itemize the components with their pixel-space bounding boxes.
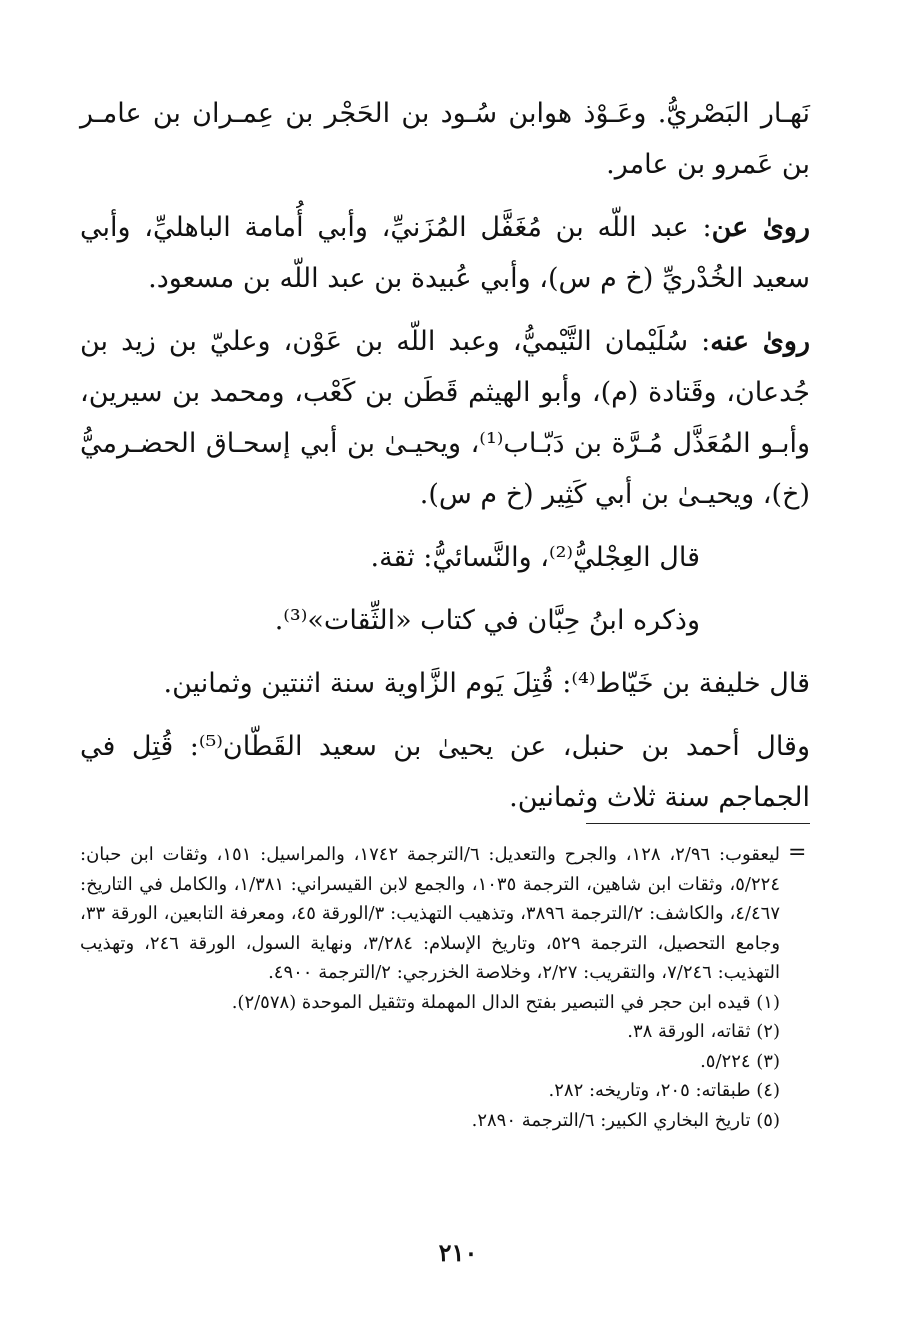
footnote-continuation: ليعقوب: ٢/٩٦، ١٢٨، والجرح والتعديل: ٦/الترجمة ١٧٤٢، والمراسيل: ١٥١، وثقات ابن حبان: ٥/٢٢٤، وثقات ابن شاهين، الترجمة ١٠٣٥، والجمع لابن القيسراني: ١/٣٨١، والكامل في التاريخ: ٤/٤٦٧، والكاشف: ٢/الترجمة ٣٨٩٦، وتذهيب التهذيب: ٣/الورقة ٤٥، ومعرفة التابعين، الورقة ٣٣، وجامع التحصيل، الترجمة ٥٢٩، وتاريخ الإسلام: ٣/٢٨٤، ونهاية السول، الورقة ٢٤٦، وتهذيب التهذيب: ٧/٢٤٦، والتقريب: ٢/٢٧، وخلاصة الخزرجي: ٢/الترجمة ٤٩٠٠.	[80, 844, 781, 983]
paragraph-ibn-hibban: وذكره ابنُ حِبَّان في كتاب «الثِّقات»⁽³⁾.	[274, 605, 700, 636]
footnote-4: (٤) طبقاته: ٢٠٥، وتاريخه: ٢٨٢.	[548, 1080, 780, 1101]
footnote-separator	[80, 823, 810, 837]
page-number: ٢١٠	[438, 1238, 478, 1267]
paragraph-khalifa: قال خليفة بن خَيّاط⁽⁴⁾: قُتِلَ يَوم الزَّاوية سنة اثنتين وثمانين.	[163, 668, 810, 699]
footnote-3: (٣) ٥/٢٢٤.	[700, 1050, 780, 1072]
footnote-5: (٥) تاريخ البخاري الكبير: ٦/الترجمة ٢٨٩٠.	[471, 1109, 780, 1131]
separator-line	[586, 823, 810, 824]
main-text	[80, 88, 810, 835]
footnote-1: (١) قيده ابن حجر في التبصير بفتح الدال المهملة وتثقيل الموحدة (٢/٥٧٨).	[231, 991, 780, 1013]
paragraph-narrated-from	[80, 202, 810, 304]
paragraph-ahmad: وقال أحمد بن حنبل، عن يحيىٰ بن سعيد القَطّان⁽⁵⁾: قُتِل في الجماجم سنة ثلاث وثمانين.	[80, 731, 810, 813]
paragraph-lineage: نَهـار البَصْريُّ. وعَـوْذ هوابن سُـود بن الحَجْر بن عِمـران بن عامـر بن عَمرو بن عامر.	[80, 98, 810, 180]
paragraph-narrated-by	[80, 316, 810, 520]
footnotes	[80, 840, 780, 1135]
footnote-continuation-mark: =	[788, 840, 807, 865]
narrated-by-text: : سُلَيْمان التَّيْميُّ، وعبد اللّه بن عَوْن، وعليّ بن زيد بن جُدعان، وقَتادة (م)، وأبو الهيثم قَطَن بن كَعْب، ومحمد بن سيرين، وأبـو المُعَذَّل مُـرَّة بن دَبّـاب⁽¹⁾، ويحيـىٰ بن أبي إسحـاق الحضـرميُّ (خ)، ويحيـىٰ بن أبي كَثِير (خ م س).	[80, 326, 811, 510]
narrated-by-heading: روىٰ عنه	[710, 326, 810, 357]
footnote-2: (٢) ثقاته، الورقة ٣٨.	[627, 1021, 780, 1042]
narrated-from-heading: روىٰ عن	[711, 212, 810, 243]
narrated-from-text: : عبد اللّه بن مُغَفَّل المُزَنيِّ، وأبي أُمامة الباهليِّ، وأبي سعيد الخُدْريِّ (خ م س)، وأبي عُبيدة بن عبد اللّه بن مسعود.	[80, 212, 810, 294]
paragraph-ijli: قال العِجْليُّ⁽²⁾، والنَّسائيُّ: ثقة.	[370, 542, 700, 573]
